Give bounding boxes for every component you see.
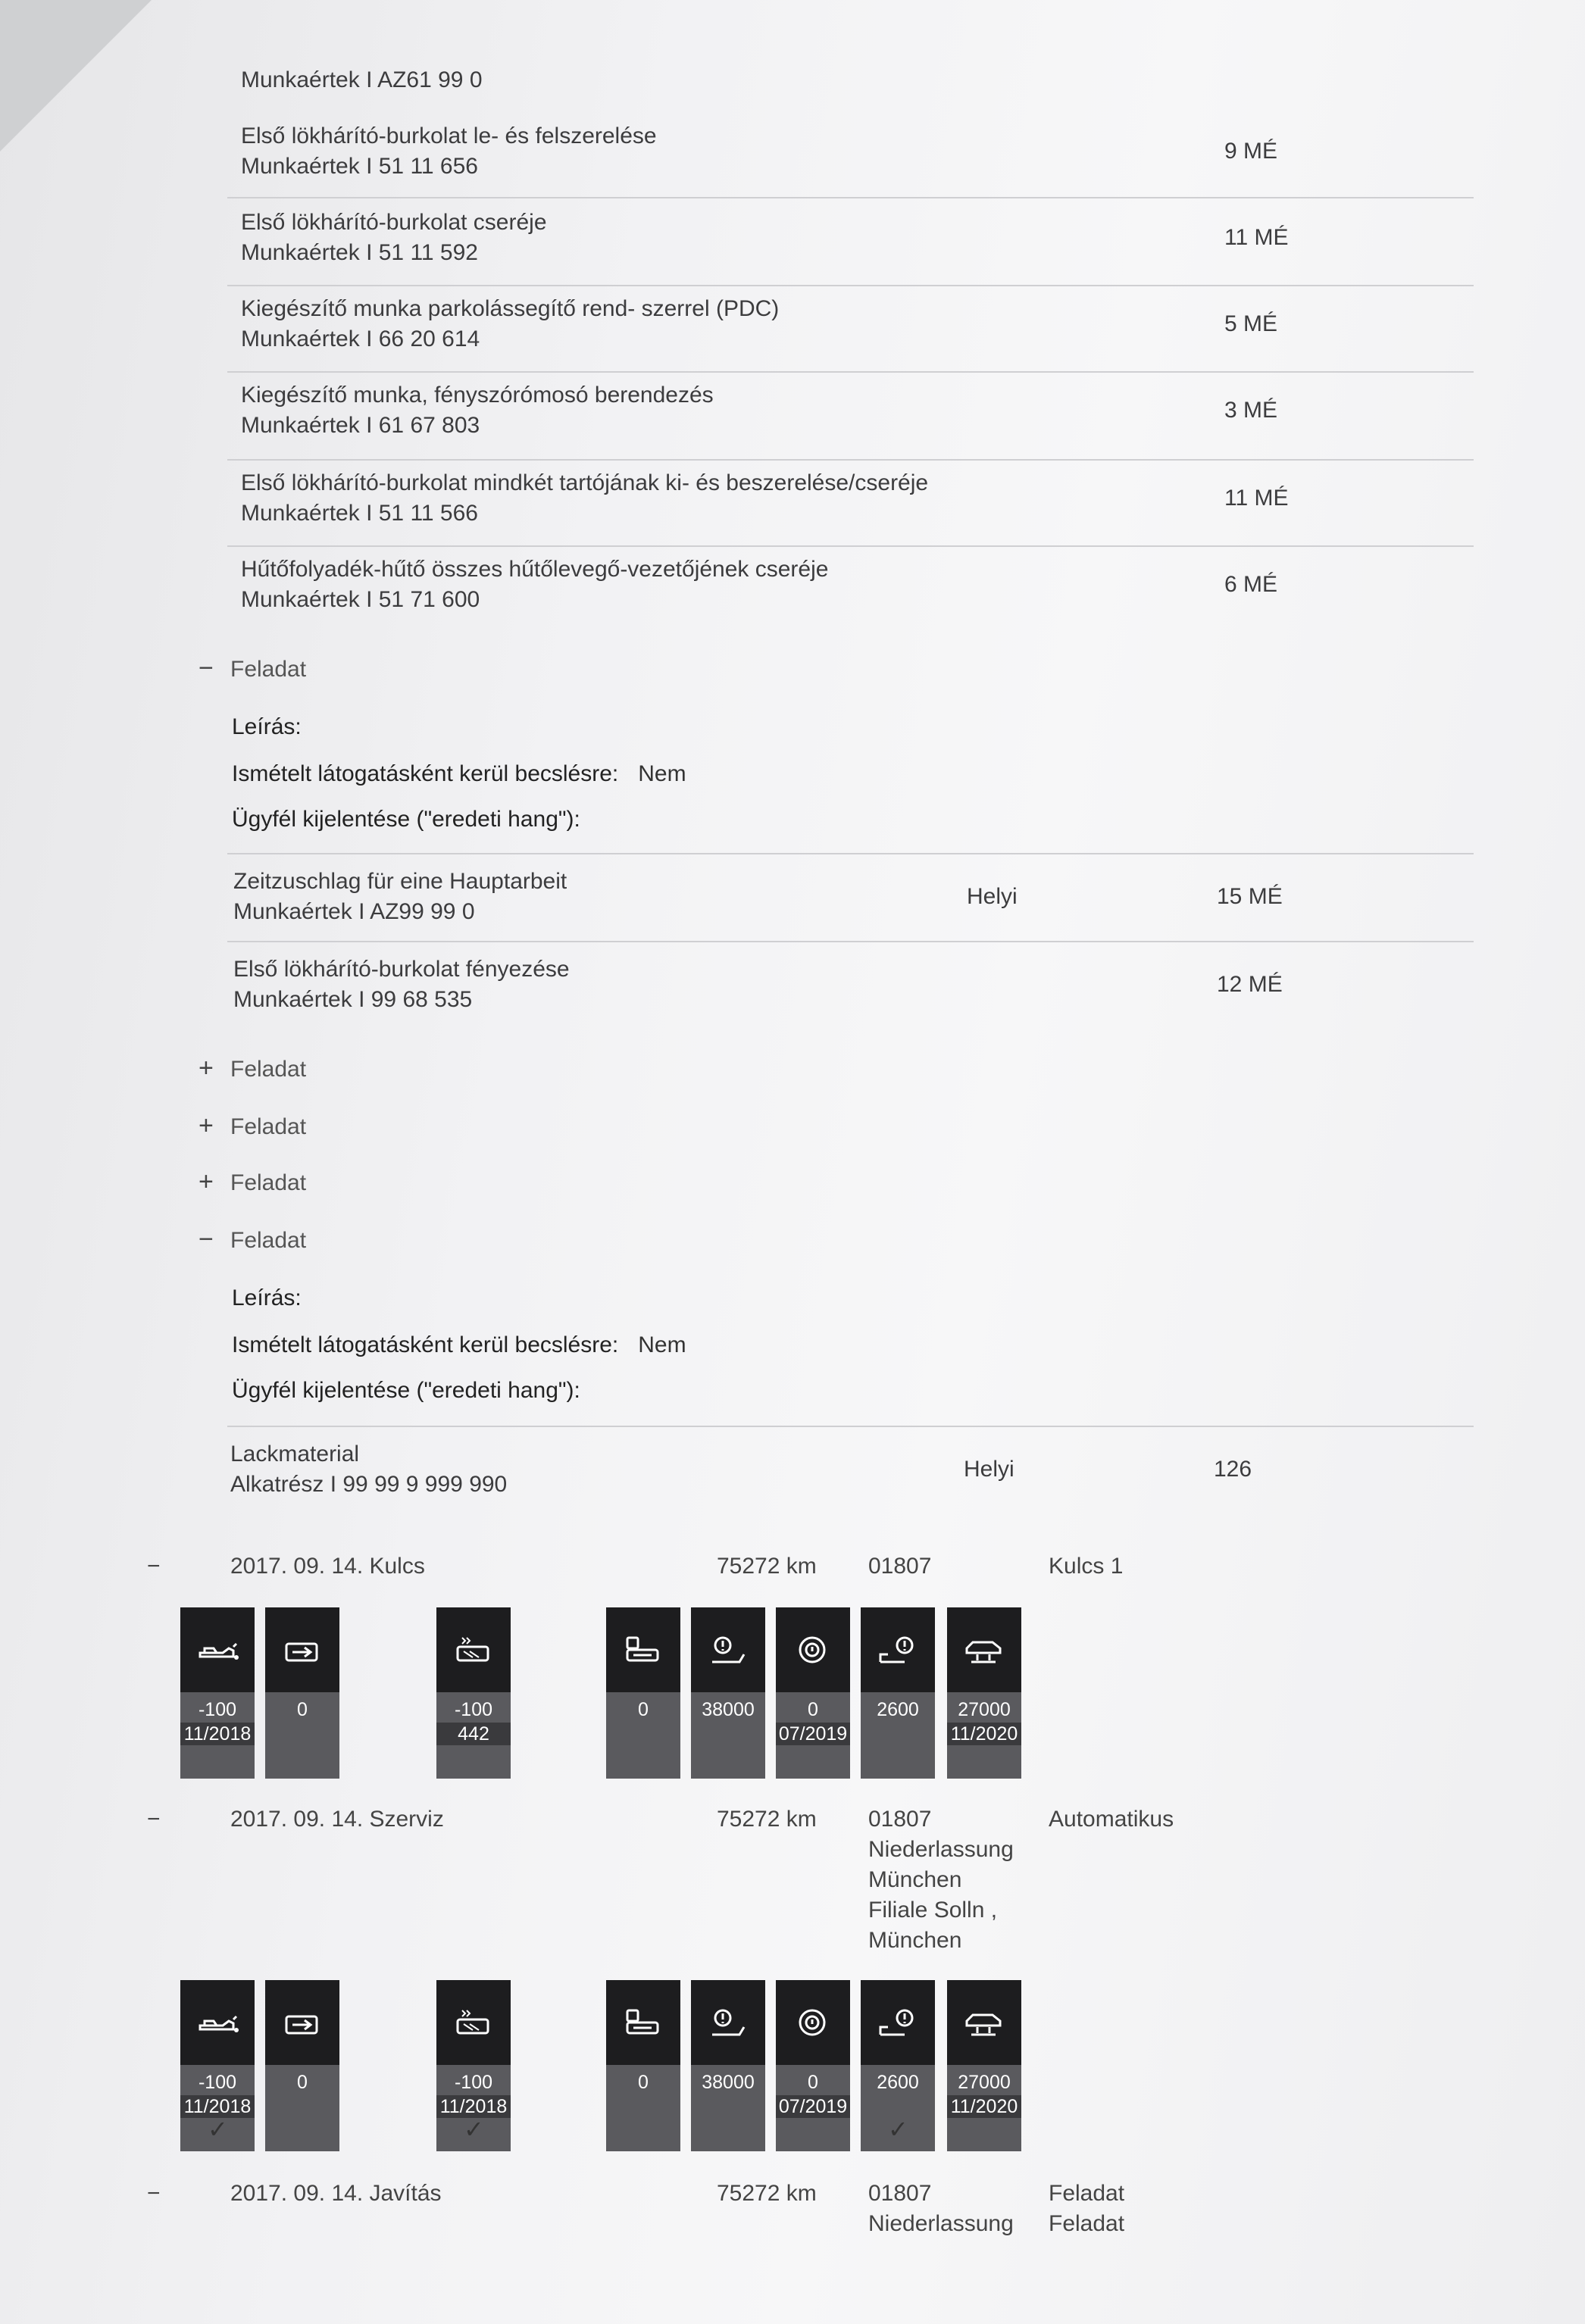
event-status: Feladat xyxy=(1049,2181,1125,2206)
collapse-icon[interactable]: − xyxy=(147,1554,161,1579)
vehicle-check-icon xyxy=(265,1607,339,1692)
tile-value: -100 xyxy=(454,2072,493,2093)
tile-value: -100 xyxy=(198,2072,237,2093)
labor-item-code: Munkaértek I 51 11 592 xyxy=(241,240,478,265)
service-tile xyxy=(691,1607,765,1779)
labor-item-value: 9 MÉ xyxy=(1224,139,1278,164)
task-label: Feladat xyxy=(230,1057,307,1082)
event-dealer-code: 01807 xyxy=(868,2181,932,2206)
engine-oil-icon xyxy=(180,1607,255,1692)
tile-value: 0 xyxy=(297,1699,308,1720)
labor-item-value: 11 MÉ xyxy=(1224,486,1289,511)
tile-date: 11/2018 xyxy=(180,1723,255,1745)
service-tile xyxy=(861,1607,935,1779)
event-date-type: 2017. 09. 14. Kulcs xyxy=(230,1554,425,1579)
event-mileage: 75272 km xyxy=(717,1807,817,1832)
task-item-name: Első lökhárító-burkolat fényezése xyxy=(233,957,570,982)
event-dealer-code: 01807 xyxy=(868,1807,932,1832)
task-item-code: Munkaértek I 99 68 535 xyxy=(233,987,473,1012)
service-tile xyxy=(606,1980,680,2151)
tile-value: 38000 xyxy=(702,1699,755,1720)
tile-value: 0 xyxy=(638,2072,649,2093)
service-tile xyxy=(265,1607,339,1779)
brake-fluid-circle-icon xyxy=(776,1980,850,2065)
event-status: Automatikus xyxy=(1049,1807,1174,1832)
task-item-value: 12 MÉ xyxy=(1217,972,1283,997)
expand-icon: + xyxy=(199,1111,214,1140)
rear-brakes-icon xyxy=(861,1607,935,1692)
task-item-name: Lackmaterial xyxy=(230,1442,360,1467)
checkmark-icon: ✓ xyxy=(208,2116,228,2143)
vehicle-lift-icon xyxy=(947,1980,1021,2065)
task-item-code: Alkatrész I 99 99 9 999 990 xyxy=(230,1472,508,1497)
task-item-value: 15 MÉ xyxy=(1217,884,1283,909)
event-date-type: 2017. 09. 14. Szerviz xyxy=(230,1807,444,1832)
labor-item-name: Kiegészítő munka, fényszórómosó berendezés xyxy=(241,383,714,408)
rear-brakes-icon xyxy=(861,1980,935,2065)
service-tile xyxy=(947,1607,1021,1779)
event-mileage: 75272 km xyxy=(717,2181,817,2206)
divider xyxy=(227,459,1474,461)
task-toggle-collapsed[interactable] xyxy=(199,1167,306,1198)
labor-item-code: Munkaértek I 51 71 600 xyxy=(241,587,480,612)
expand-icon: + xyxy=(199,1054,214,1082)
event-date-type: 2017. 09. 14. Javítás xyxy=(230,2181,442,2206)
task-toggle-expanded[interactable] xyxy=(199,653,306,685)
service-tile xyxy=(691,1980,765,2151)
repeat-visit-row xyxy=(232,1330,686,1360)
service-tile xyxy=(180,1607,255,1779)
tile-value: 2600 xyxy=(877,1699,919,1720)
collapse-icon: − xyxy=(199,1225,214,1254)
task-item-location: Helyi xyxy=(964,1457,1014,1482)
tile-date: 11/2020 xyxy=(947,1723,1021,1745)
tile-value: 0 xyxy=(808,1699,818,1720)
tile-value: 0 xyxy=(808,2072,818,2093)
dealer-line: München xyxy=(868,1867,962,1892)
event-dealer-code: 01807 xyxy=(868,1554,932,1579)
service-tile xyxy=(606,1607,680,1779)
service-tile xyxy=(947,1980,1021,2151)
collapse-icon: − xyxy=(199,654,214,683)
labor-item-name: Hűtőfolyadék-hűtő összes hűtőlevegő-vezetőjének cseréje xyxy=(241,557,829,582)
tile-date: 11/2020 xyxy=(947,2095,1021,2118)
task-label: Feladat xyxy=(230,1170,307,1195)
tile-value: 0 xyxy=(297,2072,308,2093)
event-dealer-name xyxy=(868,2209,1014,2239)
dealer-line: Niederlassung xyxy=(868,2211,1014,2236)
event-mileage: 75272 km xyxy=(717,1554,817,1579)
labor-item-name: Kiegészítő munka parkolássegítő rend- szerrel (PDC) xyxy=(241,296,780,321)
task-item-location: Helyi xyxy=(967,884,1018,909)
tile-value: 27000 xyxy=(958,1699,1011,1720)
labor-item-value: 3 MÉ xyxy=(1224,398,1278,423)
event-status: Kulcs 1 xyxy=(1049,1554,1124,1579)
tile-date: 11/2018 xyxy=(180,2095,255,2118)
divider xyxy=(227,1426,1474,1427)
labor-item-name: Első lökhárító-burkolat le- és felszerelése xyxy=(241,123,657,148)
task-item-code: Munkaértek I AZ99 99 0 xyxy=(233,899,475,924)
labor-item-value: 11 MÉ xyxy=(1224,225,1289,250)
repeat-visit-value: Nem xyxy=(638,1332,686,1357)
repeat-visit-label: Ismételt látogatásként kerül becslésre: xyxy=(232,1332,619,1357)
dealer-line: Niederlassung xyxy=(868,1837,1014,1862)
task-label: Feladat xyxy=(230,1228,307,1253)
divider xyxy=(227,941,1474,942)
front-brakes-icon xyxy=(691,1980,765,2065)
repeat-visit-row xyxy=(232,759,686,789)
dealer-line: Filiale Solln , xyxy=(868,1898,998,1923)
labor-item-value: 5 MÉ xyxy=(1224,311,1278,336)
tile-date: 442 xyxy=(436,1723,511,1745)
labor-item-name: Első lökhárító-burkolat cseréje xyxy=(241,210,547,235)
repeat-visit-value: Nem xyxy=(638,761,686,786)
tile-value: 2600 xyxy=(877,2072,919,2093)
tile-value: 27000 xyxy=(958,2072,1011,2093)
tile-value: 0 xyxy=(638,1699,649,1720)
brake-fluid-icon xyxy=(436,1980,511,2065)
tile-value: -100 xyxy=(454,1699,493,1720)
expand-icon: + xyxy=(199,1167,214,1196)
event-dealer-name xyxy=(868,1835,1014,1956)
brake-fluid-circle-icon xyxy=(776,1607,850,1692)
labor-item-value: 6 MÉ xyxy=(1224,572,1278,597)
vehicle-check-icon xyxy=(265,1980,339,2065)
checkmark-icon: ✓ xyxy=(464,2116,484,2143)
task-toggle-collapsed[interactable] xyxy=(199,1053,306,1085)
vehicle-lift-icon xyxy=(947,1607,1021,1692)
collapse-icon[interactable]: − xyxy=(147,2181,161,2206)
task-label: Feladat xyxy=(230,657,307,682)
engine-oil-icon xyxy=(180,1980,255,2065)
labor-item-code: Munkaértek I 66 20 614 xyxy=(241,326,480,351)
top-code: Munkaértek I AZ61 99 0 xyxy=(241,67,483,92)
task-label: Feladat xyxy=(230,1114,307,1139)
divider xyxy=(227,371,1474,373)
description-label: Leírás: xyxy=(232,1285,302,1310)
service-tile xyxy=(776,1980,850,2151)
divider xyxy=(227,285,1474,286)
service-tile xyxy=(436,1607,511,1779)
customer-statement-label: Ügyfél kijelentése ("eredeti hang"): xyxy=(232,1378,580,1403)
brake-fluid-icon xyxy=(436,1607,511,1692)
repeat-visit-label: Ismételt látogatásként kerül becslésre: xyxy=(232,761,619,786)
tile-date: 07/2019 xyxy=(776,1723,850,1745)
diesel-filter-icon xyxy=(606,1980,680,2065)
divider xyxy=(227,545,1474,547)
front-brakes-icon xyxy=(691,1607,765,1692)
service-tile xyxy=(776,1607,850,1779)
labor-item-code: Munkaértek I 61 67 803 xyxy=(241,413,480,438)
customer-statement-label: Ügyfél kijelentése ("eredeti hang"): xyxy=(232,807,580,832)
tile-date: 11/2018 xyxy=(436,2095,511,2118)
tile-date: 07/2019 xyxy=(776,2095,850,2118)
labor-item-name: Első lökhárító-burkolat mindkét tartójának ki- és beszerelése/cseréje xyxy=(241,470,929,495)
labor-item-code: Munkaértek I 51 11 566 xyxy=(241,501,478,526)
task-item-name: Zeitzuschlag für eine Hauptarbeit xyxy=(233,869,567,894)
diesel-filter-icon xyxy=(606,1607,680,1692)
service-tile xyxy=(265,1980,339,2151)
tile-value: -100 xyxy=(198,1699,237,1720)
event-status: Feladat xyxy=(1049,2211,1125,2236)
labor-item-code: Munkaértek I 51 11 656 xyxy=(241,154,478,179)
task-toggle-expanded[interactable] xyxy=(199,1224,306,1256)
task-item-value: 126 xyxy=(1214,1457,1252,1482)
description-label: Leírás: xyxy=(232,714,302,739)
divider xyxy=(227,197,1474,198)
dealer-line: München xyxy=(868,1928,962,1953)
divider xyxy=(227,853,1474,854)
tile-value: 38000 xyxy=(702,2072,755,2093)
task-toggle-collapsed[interactable] xyxy=(199,1110,306,1142)
checkmark-icon: ✓ xyxy=(888,2116,908,2143)
collapse-icon[interactable]: − xyxy=(147,1807,161,1832)
